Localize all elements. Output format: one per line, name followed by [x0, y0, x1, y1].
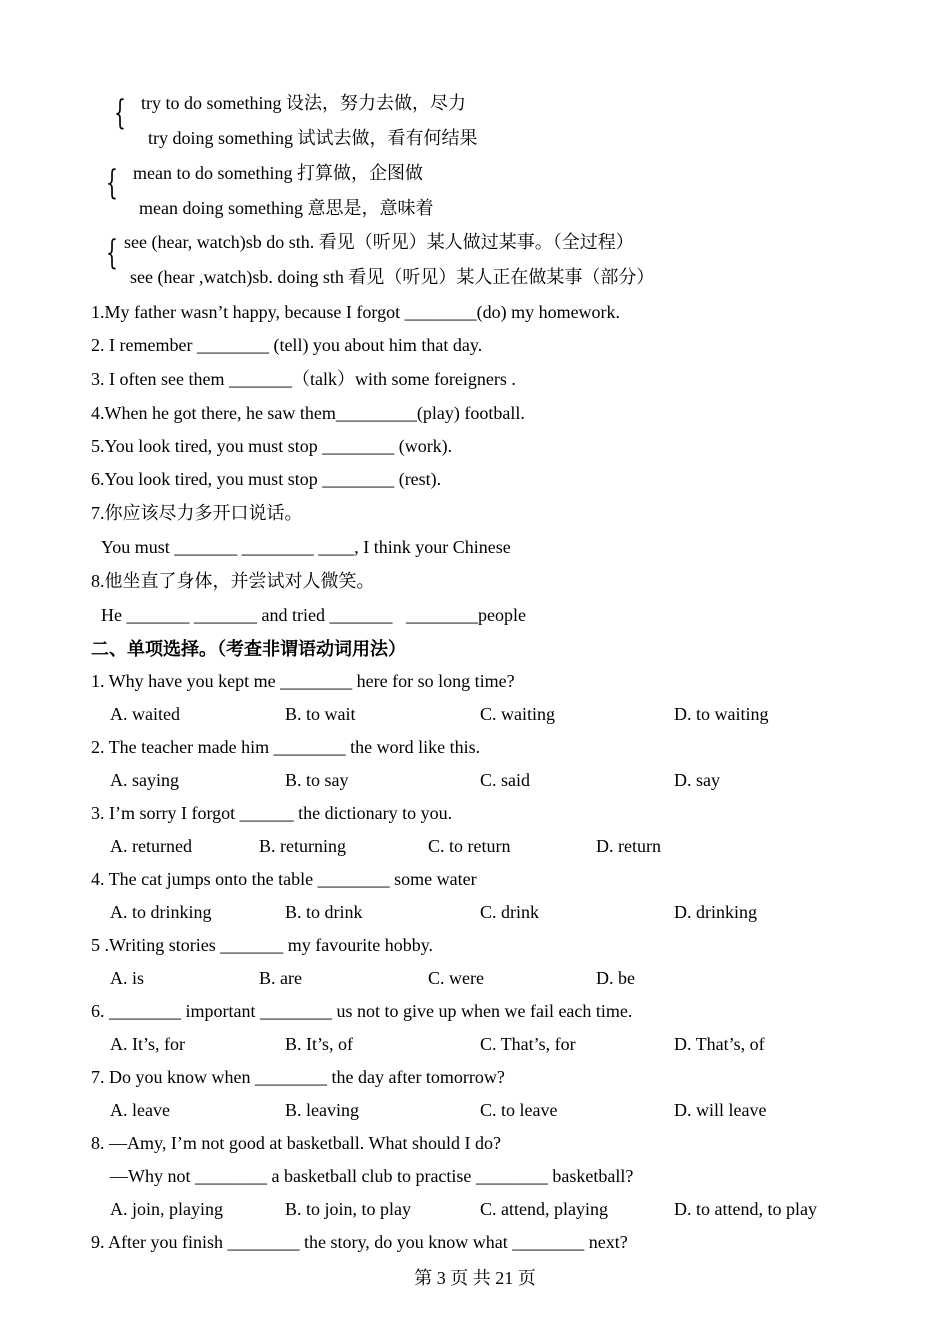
note-line: try doing something 试试去做，看有何结果 — [148, 128, 478, 148]
option-d[interactable]: D. to waiting — [674, 704, 769, 724]
option-a[interactable]: A. waited — [110, 704, 180, 724]
option-a[interactable]: A. returned — [110, 836, 192, 856]
fill-item: He _______ _______ and tried _______ ________people — [101, 605, 526, 625]
question-stem: 7. Do you know when ________ the day after tomorrow? — [91, 1067, 505, 1087]
option-c[interactable]: C. said — [480, 770, 531, 790]
option-a[interactable]: A. saying — [110, 770, 179, 790]
option-d[interactable]: D. drinking — [674, 902, 757, 922]
option-c[interactable]: C. waiting — [480, 704, 555, 724]
option-b[interactable]: B. leaving — [285, 1100, 359, 1120]
note-line: see (hear ,watch)sb. doing sth 看见（听见）某人正在做某事（部分） — [130, 267, 655, 287]
question-stem-reply: —Why not ________ a basketball club to practise ________ basketball? — [110, 1166, 634, 1186]
option-b[interactable]: B. to wait — [285, 704, 356, 724]
option-d[interactable]: D. will leave — [674, 1100, 767, 1120]
question-stem: 2. The teacher made him ________ the word like this. — [91, 737, 481, 757]
fill-item: 8.他坐直了身体，并尝试对人微笑。 — [91, 571, 375, 591]
option-b[interactable]: B. It’s, of — [285, 1034, 354, 1054]
option-b[interactable]: B. to drink — [285, 902, 363, 922]
question-stem: 6. ________ important ________ us not to give up when we fail each time. — [91, 1001, 633, 1021]
option-a[interactable]: A. It’s, for — [110, 1034, 185, 1054]
option-b[interactable]: B. to say — [285, 770, 349, 790]
page-footer: 第 3 页 共 21 页 — [414, 1268, 536, 1288]
option-b[interactable]: B. returning — [259, 836, 346, 856]
fill-item: 3. I often see them _______（talk）with some foreigners . — [91, 369, 516, 389]
question-stem: 5 .Writing stories _______ my favourite hobby. — [91, 935, 434, 955]
option-c[interactable]: C. That’s, for — [480, 1034, 576, 1054]
fill-item: 7.你应该尽力多开口说话。 — [91, 503, 303, 523]
fill-item: 5.You look tired, you must stop ________ (work). — [91, 436, 453, 456]
note-line: try to do something 设法，努力去做，尽力 — [141, 93, 466, 113]
option-d[interactable]: D. to attend, to play — [674, 1199, 817, 1219]
option-d[interactable]: D. say — [674, 770, 720, 790]
question-stem: 8. —Amy, I’m not good at basketball. What should I do? — [91, 1133, 501, 1153]
option-a[interactable]: A. is — [110, 968, 145, 988]
option-c[interactable]: C. attend, playing — [480, 1199, 608, 1219]
option-a[interactable]: A. to drinking — [110, 902, 212, 922]
question-stem: 3. I’m sorry I forgot ______ the dictionary to you. — [91, 803, 453, 823]
option-d[interactable]: D. be — [596, 968, 635, 988]
option-a[interactable]: A. leave — [110, 1100, 170, 1120]
option-d[interactable]: D. return — [596, 836, 661, 856]
fill-item: 6.You look tired, you must stop ________ (rest). — [91, 469, 442, 489]
option-d[interactable]: D. That’s, of — [674, 1034, 765, 1054]
question-stem: 1. Why have you kept me ________ here for so long time? — [91, 671, 515, 691]
fill-item: 2. I remember ________ (tell) you about him that day. — [91, 335, 483, 355]
option-b[interactable]: B. to join, to play — [285, 1199, 411, 1219]
option-c[interactable]: C. to leave — [480, 1100, 558, 1120]
question-stem: 9. After you finish ________ the story, do you know what ________ next? — [91, 1232, 628, 1252]
question-stem: 4. The cat jumps onto the table ________ some water — [91, 869, 477, 889]
note-line: mean doing something 意思是，意味着 — [139, 198, 434, 218]
brace-icon: { — [114, 93, 126, 133]
fill-item: You must _______ ________ ____, I think your Chinese — [101, 537, 511, 557]
note-line: mean to do something 打算做，企图做 — [133, 163, 423, 183]
section-title: 二、单项选择。（考查非谓语动词用法） — [91, 639, 406, 659]
option-a[interactable]: A. join, playing — [110, 1199, 223, 1219]
note-line: see (hear, watch)sb do sth. 看见（听见）某人做过某事。（全过程） — [124, 232, 634, 252]
option-c[interactable]: C. drink — [480, 902, 540, 922]
option-c[interactable]: C. to return — [428, 836, 511, 856]
fill-item: 4.When he got there, he saw them_________(play) football. — [91, 403, 525, 423]
brace-icon: { — [106, 233, 118, 273]
option-c[interactable]: C. were — [428, 968, 484, 988]
brace-icon: { — [106, 163, 118, 203]
fill-item: 1.My father wasn’t happy, because I forgot ________(do) my homework. — [91, 302, 621, 322]
option-b[interactable]: B. are — [259, 968, 302, 988]
